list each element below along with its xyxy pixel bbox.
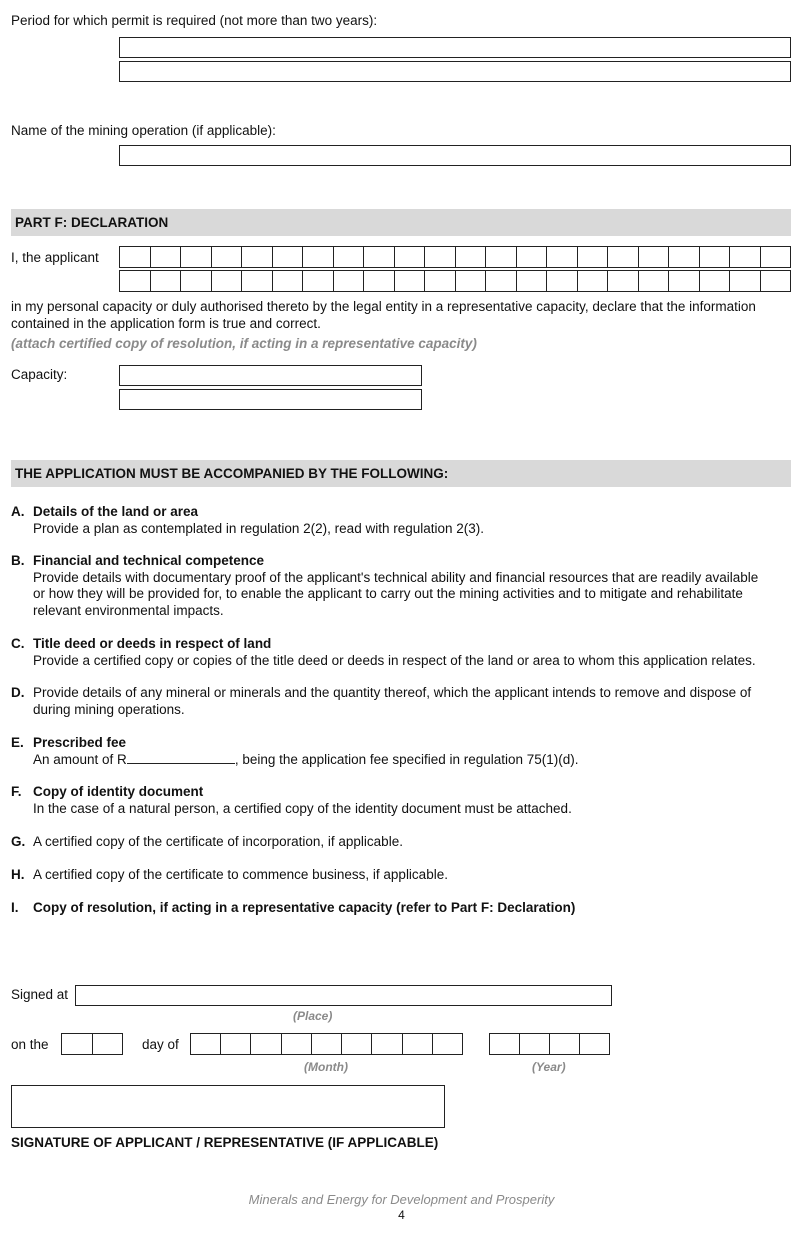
resolution-note: (attach certified copy of resolution, if acting in a representative capacity) [11, 336, 477, 351]
requirement-b-line-3: relevant environmental impacts. [33, 602, 224, 618]
requirement-a [11, 504, 796, 537]
requirement-a-title: Details of the land or area [33, 504, 199, 519]
requirement-f-letter: F. [11, 784, 22, 799]
on-the-label: on the [11, 1037, 49, 1052]
year-hint: (Year) [532, 1060, 566, 1074]
year-field[interactable] [489, 1033, 610, 1055]
part-f-heading: PART F: DECLARATION [11, 209, 791, 236]
requirement-b-line-1: Provide details with documentary proof of the applicant's technical ability and financial resources that are readily available [33, 569, 759, 585]
requirement-f-text: In the case of a natural person, a certified copy of the identity document must be attached. [33, 800, 572, 816]
requirement-a-text: Provide a plan as contemplated in regulation 2(2), read with regulation 2(3). [33, 520, 485, 536]
requirement-h [11, 867, 796, 884]
page-number: 4 [398, 1208, 405, 1222]
applicant-name-row-2[interactable] [119, 270, 791, 292]
requirements-heading: THE APPLICATION MUST BE ACCOMPANIED BY THE FOLLOWING: [11, 460, 791, 487]
permit-period-label: Period for which permit is required (not more than two years): [11, 13, 378, 28]
requirement-b [11, 553, 796, 619]
requirement-h-letter: H. [11, 867, 25, 882]
signature-label: SIGNATURE OF APPLICANT / REPRESENTATIVE (IF APPLICABLE) [11, 1135, 439, 1150]
requirement-g-letter: G. [11, 834, 26, 849]
requirement-d-line-2: during mining operations. [33, 701, 185, 717]
signed-at-label: Signed at [11, 987, 69, 1002]
requirement-e [11, 735, 796, 768]
fee-text-after: , being the application fee specified in regulation 75(1)(d). [234, 751, 579, 767]
day-of-label: day of [142, 1037, 179, 1052]
requirement-i-letter: I. [11, 900, 19, 915]
requirement-b-line-2: or how they will be provided for, to enable the applicant to carry out the mining activities and to mitigate and rehabilitate [33, 586, 743, 601]
requirement-a-letter: A. [11, 504, 25, 519]
requirement-c [11, 636, 796, 669]
day-field[interactable] [61, 1033, 123, 1055]
fee-text-before: An amount of R [33, 751, 127, 767]
declaration-line-1: in my personal capacity or duly authorised thereto by the legal entity in a representative capacity, declare that the information [11, 299, 756, 314]
requirement-g-text: A certified copy of the certificate of incorporation, if applicable. [33, 834, 403, 849]
requirement-f-title: Copy of identity document [33, 784, 204, 799]
applicant-name-row-1[interactable] [119, 246, 791, 268]
requirement-e-title: Prescribed fee [33, 735, 127, 750]
requirement-h-text: A certified copy of the certificate to commence business, if applicable. [33, 867, 448, 882]
capacity-label: Capacity: [11, 367, 68, 382]
fee-amount-blank[interactable] [127, 752, 235, 764]
permit-period-field-1[interactable] [119, 37, 791, 58]
requirement-d-line-1: Provide details of any mineral or minerals and the quantity thereof, which the applicant intends to remove and dispose of [33, 685, 752, 700]
month-hint: (Month) [304, 1060, 348, 1074]
requirement-i [11, 900, 796, 917]
capacity-field-2[interactable] [119, 389, 422, 410]
requirement-b-title: Financial and technical competence [33, 553, 265, 568]
signed-at-place-field[interactable] [75, 985, 612, 1006]
mining-operation-field[interactable] [119, 145, 791, 166]
requirement-c-letter: C. [11, 636, 25, 651]
requirement-e-letter: E. [11, 735, 24, 750]
applicant-label: I, the applicant [11, 250, 99, 265]
footer-slogan: Minerals and Energy for Development and Prosperity [248, 1192, 555, 1207]
requirement-b-letter: B. [11, 553, 25, 568]
mining-operation-label: Name of the mining operation (if applicable): [11, 123, 276, 138]
requirement-f [11, 784, 796, 817]
requirement-g [11, 834, 796, 851]
requirement-d [11, 685, 796, 718]
requirement-i-title: Copy of resolution, if acting in a representative capacity (refer to Part F: Declaration) [33, 900, 576, 915]
place-hint: (Place) [293, 1009, 333, 1023]
requirement-c-title: Title deed or deeds in respect of land [33, 636, 272, 651]
signature-box[interactable] [11, 1085, 445, 1128]
requirement-c-text: Provide a certified copy or copies of the title deed or deeds in respect of the land or area to whom this application relates. [33, 652, 756, 668]
permit-period-field-2[interactable] [119, 61, 791, 82]
declaration-line-2: contained in the application form is true and correct. [11, 316, 321, 331]
month-field[interactable] [190, 1033, 463, 1055]
requirement-d-letter: D. [11, 685, 25, 700]
capacity-field-1[interactable] [119, 365, 422, 386]
